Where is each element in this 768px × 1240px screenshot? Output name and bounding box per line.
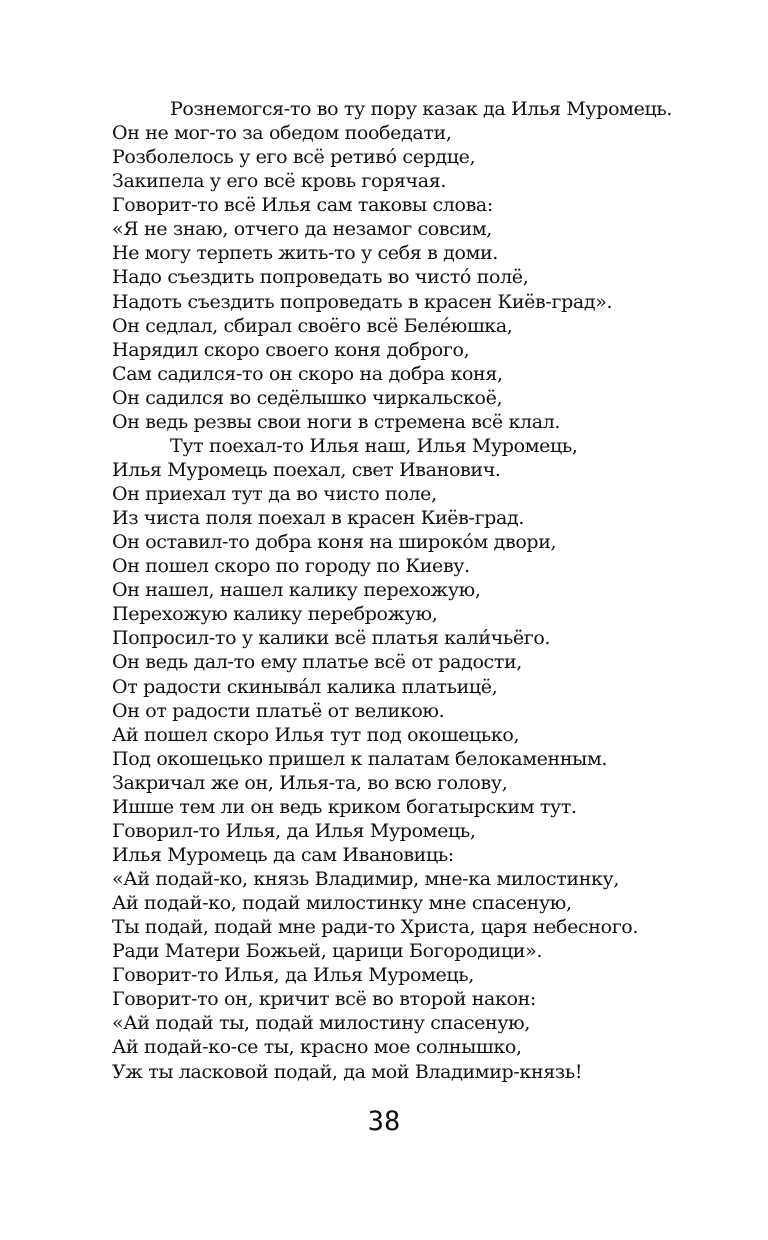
poem-line: «Я не знаю, отчего да незамог совсим, bbox=[112, 218, 492, 241]
poem-line: Уж ты ласковой подай, да мой Владимир-князь! bbox=[112, 1060, 583, 1083]
poem-line: Под окошецько пришел к палатам белокаменным. bbox=[112, 747, 608, 770]
poem-line: Говорил-то Илья, да Илья Муромець, bbox=[112, 819, 476, 842]
poem-line: Ты подай, подай мне ради-то Христа, царя небесного. bbox=[112, 916, 639, 939]
poem-line: Ай подай-ко, подай милостинку мне спасеную, bbox=[112, 892, 572, 915]
poem-line: Говорит-то всё Илья сам таковы слова: bbox=[112, 194, 493, 217]
poem-line: Говорит-то Илья, да Илья Муромець, bbox=[112, 964, 474, 987]
poem-line: Он садился во седёлышко чиркальскоё, bbox=[112, 386, 503, 409]
poem-line: Розболелось у его всё ретиво́ сердце, bbox=[112, 146, 476, 169]
page-number: 38 bbox=[367, 1106, 401, 1137]
poem-line: Из чиста поля поехал в красен Киёв-град. bbox=[112, 507, 525, 530]
poem-line: От радости скиныва́л калика платьицё, bbox=[112, 675, 498, 698]
poem-line: Сам садился-то он скоро на добра коня, bbox=[112, 362, 503, 385]
poem-line: «Ай подай-ко, князь Владимир, мне-ка милостинку, bbox=[112, 868, 620, 890]
poem-line: Рознемогся-то во ту пору казак да Илья Муромець. bbox=[170, 98, 673, 120]
poem-line: Закричал же он, Илья-та, во всю голову, bbox=[112, 771, 508, 794]
poem-line: Надо съездить попроведать во чисто́ полё, bbox=[112, 266, 529, 289]
poem-line: Он нашел, нашел калику перехожую, bbox=[112, 579, 481, 602]
poem-line: Тут поехал-то Илья наш, Илья Муромець, bbox=[170, 434, 578, 457]
poem-line: Илья Муромець поехал, свет Иванович. bbox=[112, 458, 501, 481]
poem-line: Надоть съездить попроведать в красен Киёв-град». bbox=[112, 290, 613, 313]
poem-line: Ай подай-ко-се ты, красно мое солнышко, bbox=[112, 1036, 522, 1059]
poem-line: Он седлал, сбирал своёго всё Беле́юшка, bbox=[112, 314, 513, 337]
poem-line: «Ай подай ты, подай милостину спасеную, bbox=[112, 1012, 531, 1035]
poem-line: Закипела у его всё кровь горячая. bbox=[112, 170, 447, 193]
poem-line: Он не мог-то за обедом пообедати, bbox=[112, 122, 452, 145]
poem-line: Не могу терпеть жить-то у себя в доми. bbox=[112, 242, 498, 265]
poem-line: Он приехал тут да во чисто поле, bbox=[112, 483, 437, 505]
poem-line: Говорит-то он, кричит всё во второй након: bbox=[112, 988, 536, 1011]
poem-line: Нарядил скоро своего коня доброго, bbox=[112, 338, 470, 361]
poem-line: Он ведь дал-то ему платье всё от радости, bbox=[112, 651, 522, 674]
poem-line: Он ведь резвы свои ноги в стремена всё клал. bbox=[112, 410, 561, 433]
poem-line: Попросил-то у калики всё платья кали́чьёго. bbox=[112, 627, 551, 650]
poem-text bbox=[112, 97, 722, 1084]
poem-line: Ради Матери Божьей, царици Богородици». bbox=[112, 940, 543, 963]
poem-line: Он пошел скоро по городу по Киеву. bbox=[112, 555, 470, 578]
poem-line: Ай пошел скоро Илья тут под окошецько, bbox=[112, 723, 520, 746]
poem-line: Он оставил-то добра коня на широко́м двори, bbox=[112, 531, 557, 554]
poem-line: Илья Муромець да сам Ивановиць: bbox=[112, 843, 454, 866]
poem-line: Он от радости платьё от великою. bbox=[112, 699, 445, 722]
poem-line: Ишше тем ли он ведь криком богатырским тут. bbox=[112, 795, 577, 818]
poem-line: Перехожую калику переброжую, bbox=[112, 603, 438, 626]
